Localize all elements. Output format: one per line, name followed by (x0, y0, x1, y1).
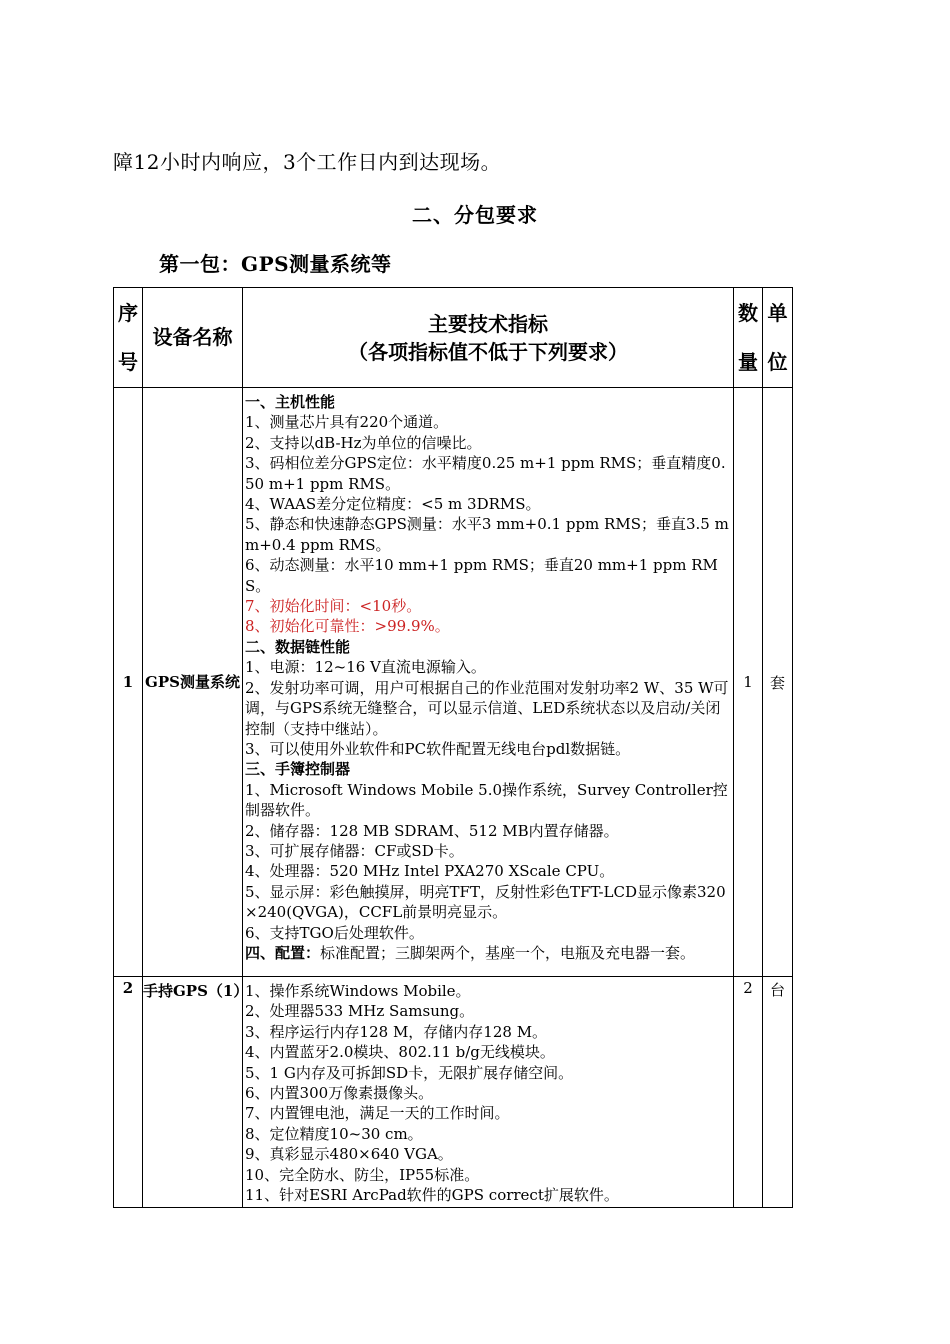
spec-line: 6、动态测量：水平10 mm+1 ppm RMS；垂直20 mm+1 ppm RMS。 (245, 556, 718, 595)
spec-section-heading: 三、手簿控制器 (245, 760, 351, 779)
spec-line: 1、测量芯片具有220个通道。 (245, 413, 449, 432)
header-name: 设备名称 (143, 288, 243, 388)
spec-lines (243, 979, 733, 1207)
spec-line: 3、码相位差分GPS定位：水平精度0.25 m+1 ppm RMS；垂直精度0.50 m+1 ppm RMS。 (245, 454, 726, 493)
spec-line: 3、可以使用外业软件和PC软件配置无线电台pdl数据链。 (245, 739, 631, 758)
row-unit: 套 (763, 388, 793, 977)
spec-table (113, 287, 793, 1208)
spec-line: 7、初始化时间：<10秒。 (245, 597, 422, 616)
table-row (114, 977, 793, 1208)
header-spec-title: 主要技术指标 (428, 311, 548, 336)
spec-lines (243, 390, 733, 965)
spec-config-text: 标准配置；三脚架两个，基座一个，电瓶及充电器一套。 (320, 943, 696, 962)
spec-line: 2、发射功率可调，用户可根据自己的作业范围对发射功率2 W、35 W可调，与GPS系统无缝整合，可以显示信道、LED系统状态以及启动/关闭控制（支持中继站）。 (245, 678, 729, 738)
row-equipment-name: 手持GPS（1） (143, 977, 243, 1208)
intro-line: 障12小时内响应，3个工作日内到达现场。 (113, 150, 502, 174)
package-title: 第一包：GPS测量系统等 (159, 252, 392, 276)
spec-line: 4、处理器：520 MHz Intel PXA270 XScale CPU。 (245, 862, 615, 881)
table-header-row (114, 288, 793, 388)
spec-line: 5、显示屏：彩色触摸屏，明亮TFT，反射性彩色TFT-LCD显示像素320×240(QVGA)，CCFL前景明亮显示。 (245, 882, 726, 922)
spec-line: 5、1 G内存及可拆卸SD卡，无限扩展存储空间。 (245, 1063, 574, 1082)
spec-line: 1、电源：12~16 V直流电源输入。 (245, 658, 486, 677)
spec-line: 5、静态和快速静态GPS测量：水平3 mm+0.1 ppm RMS；垂直3.5 mm+0.4 ppm RMS。 (245, 515, 729, 554)
spec-line: 11、针对ESRI ArcPad软件的GPS correct扩展软件。 (245, 1186, 619, 1205)
row-unit: 台 (763, 977, 793, 1208)
row-spec-list (243, 388, 734, 977)
spec-section-heading: 一、主机性能 (245, 393, 336, 411)
spec-line: 3、程序运行内存128 M，存储内存128 M。 (245, 1022, 548, 1041)
spec-line: 8、初始化可靠性：>99.9%。 (245, 617, 450, 636)
row-seq: 2 (114, 977, 143, 1208)
spec-line: 6、内置300万像素摄像头。 (245, 1084, 434, 1103)
header-spec (243, 288, 734, 388)
spec-line: 1、Microsoft Windows Mobile 5.0操作系统，Survey Controller控制器软件。 (245, 780, 728, 820)
spec-line: 4、WAAS差分定位精度：<5 m 3DRMS。 (245, 495, 541, 514)
spec-line: 1、操作系统Windows Mobile。 (245, 982, 471, 1000)
header-spec-subtitle: （各项指标值不低于下列要求） (348, 339, 628, 364)
row-qty: 2 (734, 977, 763, 1208)
section-title: 二、分包要求 (412, 203, 538, 227)
spec-line: 9、真彩显示480×640 VGA。 (245, 1145, 453, 1164)
spec-line: 2、储存器：128 MB SDRAM、512 MB内置存储器。 (245, 821, 619, 840)
spec-line: 8、定位精度10~30 cm。 (245, 1124, 423, 1143)
header-seq: 序 号 (114, 288, 143, 388)
spec-line: 3、可扩展存储器：CF或SD卡。 (245, 841, 464, 860)
spec-config-label: 四、配置： (245, 943, 321, 962)
row-qty: 1 (734, 388, 763, 977)
spec-config-line (245, 943, 731, 963)
row-equipment-name: GPS测量系统 (143, 388, 243, 977)
header-unit: 单 位 (763, 288, 793, 388)
header-qty: 数 量 (734, 288, 763, 388)
spec-line: 7、内置锂电池，满足一天的工作时间。 (245, 1104, 510, 1123)
spec-line: 10、完全防水、防尘，IP55标准。 (245, 1165, 480, 1184)
spec-line: 4、内置蓝牙2.0模块、802.11 b/g无线模块。 (245, 1043, 555, 1062)
row-spec-list (243, 977, 734, 1208)
table-row (114, 388, 793, 977)
spec-line: 2、处理器533 MHz Samsung。 (245, 1002, 475, 1021)
row-seq: 1 (114, 388, 143, 977)
spec-line: 2、支持以dB-Hz为单位的信噪比。 (245, 433, 482, 452)
spec-line: 6、支持TGO后处理软件。 (245, 923, 424, 942)
spec-section-heading: 二、数据链性能 (245, 637, 351, 656)
